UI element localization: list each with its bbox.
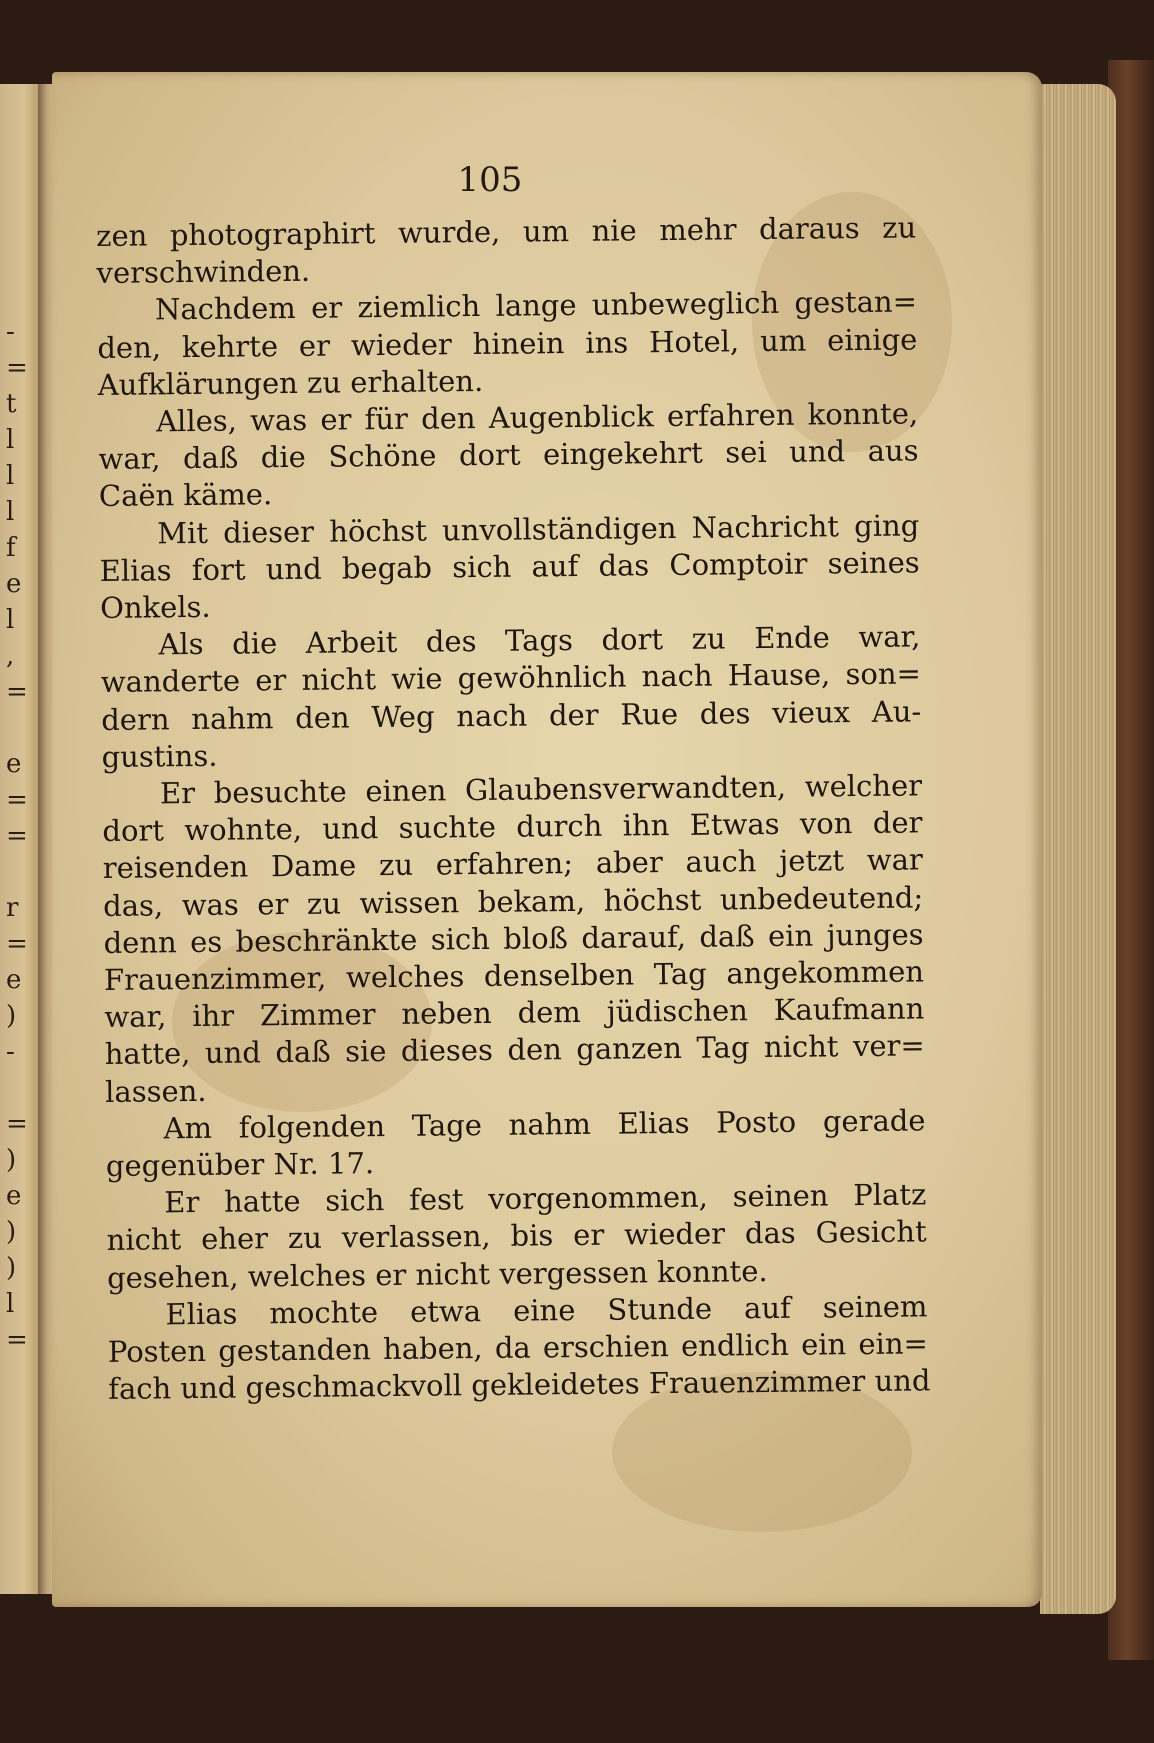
facing-page-line-ending: e [6, 1181, 22, 1211]
text-line: Er hatte sich fest vorgenommen, seinen Platz [164, 1177, 927, 1220]
page-body-text [96, 209, 931, 1408]
text-line: Caën käme. [98, 477, 273, 514]
text-line: verschwinden. [96, 253, 311, 291]
facing-page-line-ending: = [6, 821, 28, 851]
facing-page-line-ending: ) [6, 1145, 17, 1175]
facing-page-line-ending: l [6, 461, 15, 491]
facing-page-line-ending: l [6, 1289, 15, 1319]
text-line: denn es beschränkte sich bloß darauf, daß ein junges [103, 917, 924, 960]
page-edges [1040, 84, 1116, 1614]
facing-page-line-ending: l [6, 497, 15, 527]
facing-page-line-ending [6, 710, 26, 746]
page-number: 105 [457, 160, 523, 200]
facing-page-line-ending: ) [6, 1253, 17, 1283]
text-line: Nachdem er ziemlich lange unbeweglich gestan= [154, 284, 918, 327]
text-line: hatte, und daß sie dieses den ganzen Tag nicht ver= [104, 1028, 925, 1072]
text-line: Aufklärungen zu erhalten. [97, 363, 484, 402]
text-line: Posten gestanden haben, da erschien endlich ein ein= [107, 1326, 929, 1370]
text-line: zen photographirt wurde, um nie mehr daraus zu [96, 210, 917, 253]
facing-page-line-ending: e [6, 569, 22, 599]
facing-page-line-ending: ) [6, 1217, 17, 1247]
facing-page-line-ending: l [6, 605, 15, 635]
text-line: Am folgenden Tage nahm Elias Posto gerade [163, 1103, 926, 1146]
facing-page-line-ending: f [6, 533, 16, 563]
facing-page-line-ending: = [6, 353, 28, 383]
text-line: war, daß die Schöne dort eingekehrt sei und aus [98, 433, 919, 477]
facing-page-line-ending: , [6, 641, 15, 671]
facing-page-line-ending: = [6, 785, 28, 815]
text-line: dort wohnte, und suchte durch ihn Etwas von der [102, 805, 923, 849]
facing-page-line-ending: e [6, 965, 22, 995]
text-line: war, ihr Zimmer neben dem jüdischen Kaufmann [104, 991, 925, 1035]
text-line: Elias fort und begab sich auf das Comptoir seines [99, 545, 920, 588]
facing-page-line-ending: t [6, 389, 17, 419]
facing-page-line-ending: = [6, 1325, 28, 1355]
text-line: gustins. [101, 738, 218, 774]
text-line: den, kehrte er wieder hinein ins Hotel, um einige [97, 322, 918, 365]
text-line: gegenüber Nr. 17. [105, 1146, 375, 1184]
facing-page-line-ending: ) [6, 1001, 17, 1031]
text-line: reisenden Dame zu erfahren; aber auch jetzt war [102, 842, 923, 886]
text-line: gesehen, welches er nicht vergessen konnte. [106, 1253, 768, 1295]
text-line: fach und geschmackvoll gekleidetes Frauenzimmer und [108, 1363, 931, 1407]
facing-page-line-ending: r [6, 893, 19, 923]
text-line: Alles, was er für den Augenblick erfahren konnte, [155, 396, 919, 439]
facing-page-line-endings [6, 314, 26, 1358]
facing-page-sliver [0, 84, 40, 1594]
text-line: wanderte er nicht wie gewöhnlich nach Hause, son= [100, 656, 921, 700]
text-line: dern nahm den Weg nach der Rue des vieux Au- [101, 694, 922, 737]
text-line: Als die Arbeit des Tags dort zu Ende war, [158, 619, 921, 662]
facing-page-line-ending: = [6, 677, 28, 707]
text-line: nicht eher zu verlassen, bis er wieder das Gesicht [106, 1214, 927, 1258]
text-line: Elias mochte etwa eine Stunde auf seinem [165, 1289, 928, 1332]
text-line: Er besuchte einen Glaubensverwandten, welcher [159, 768, 923, 811]
text-line: Mit dieser höchst unvollständigen Nachricht ging [157, 508, 920, 550]
facing-page-line-ending: l [6, 425, 15, 455]
facing-page-line-ending: - [6, 1037, 15, 1067]
facing-page-line-ending: = [6, 929, 28, 959]
text-line: das, was er zu wissen bekam, höchst unbedeutend; [103, 880, 924, 923]
facing-page-line-ending [6, 854, 26, 890]
facing-page-line-ending [6, 1070, 26, 1106]
facing-page-line-ending: = [6, 1109, 28, 1139]
text-line: Frauenzimmer, welches denselben Tag angekommen [103, 954, 925, 998]
facing-page-line-ending: - [6, 317, 15, 347]
text-line: Onkels. [99, 589, 211, 626]
facing-page-line-ending: e [6, 749, 22, 779]
text-line: lassen. [104, 1073, 207, 1109]
